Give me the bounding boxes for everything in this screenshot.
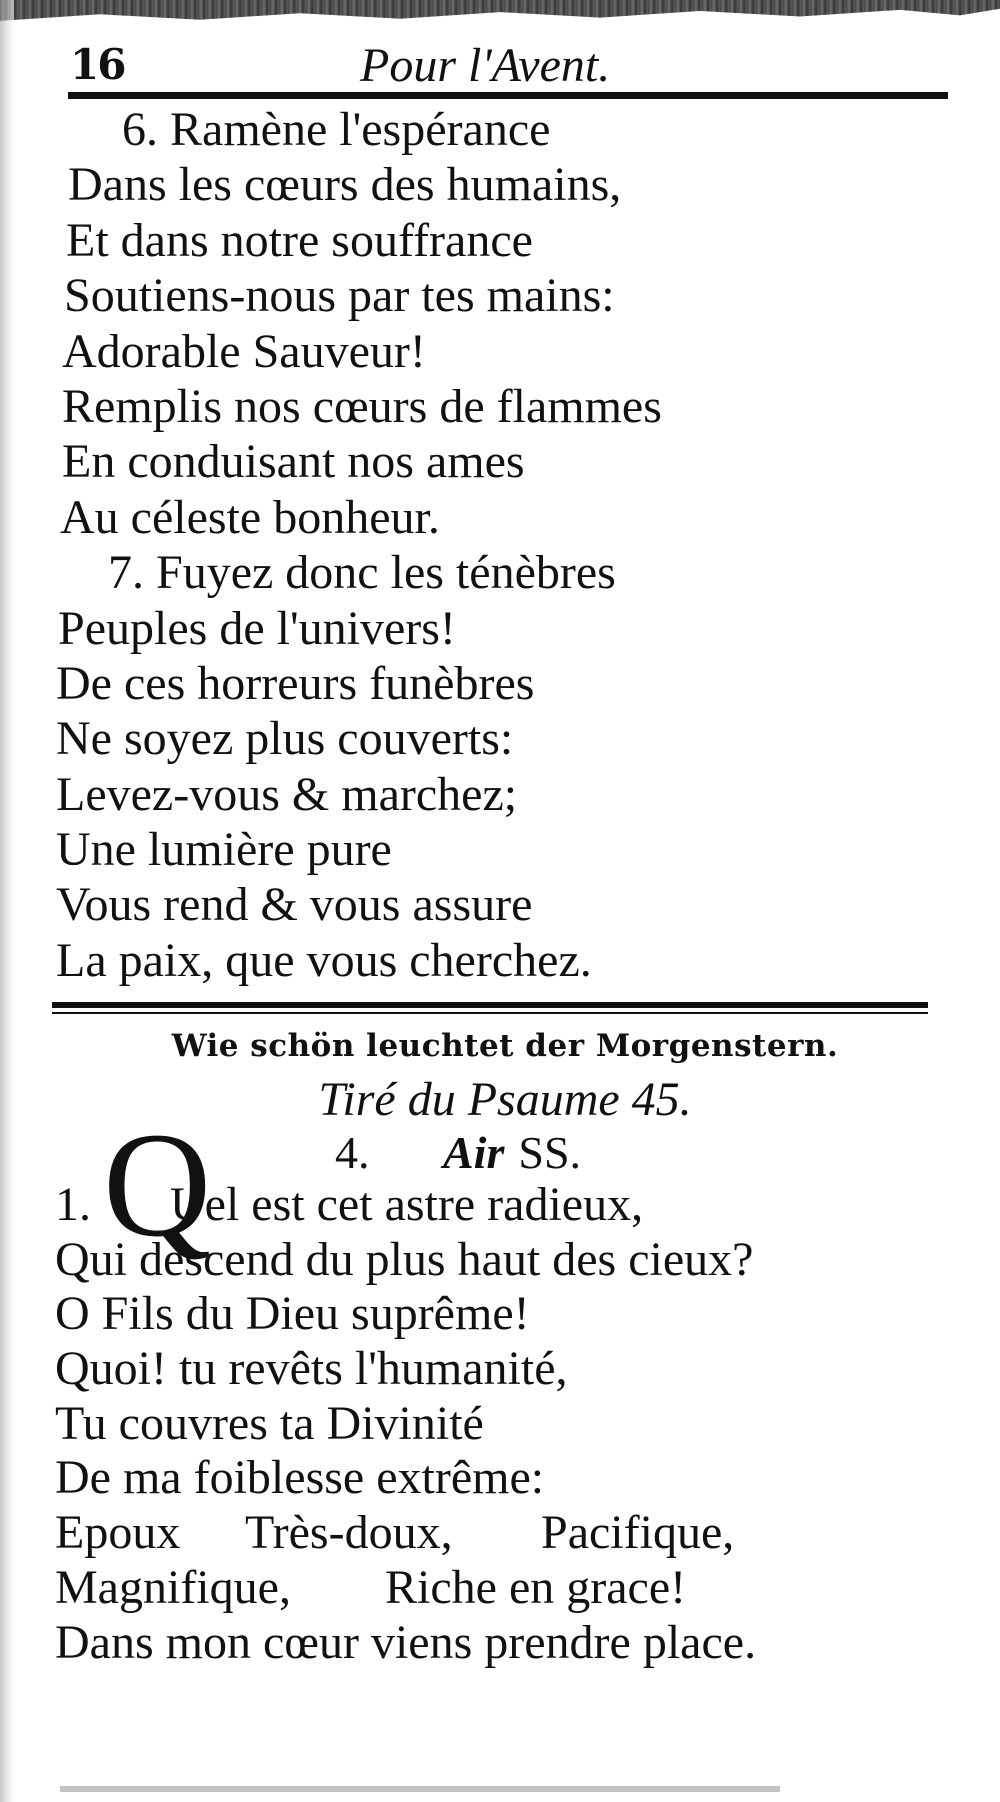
verse-line xyxy=(55,1561,955,1616)
verse-line: Vous rend & vous assure xyxy=(56,878,533,932)
verse-line: Remplis nos cœurs de flammes xyxy=(62,379,662,433)
verse-line: Dans mon cœur viens prendre place. xyxy=(55,1615,757,1669)
spread-word: Epoux xyxy=(55,1506,181,1560)
verse-line: En conduisant nos ames xyxy=(62,435,525,489)
verse-line: Une lumière pure xyxy=(56,823,392,877)
verse-line: O Fils du Dieu suprême! xyxy=(55,1287,530,1341)
verses-block xyxy=(56,102,960,988)
verse-line: Qui descend du plus haut des cieux? xyxy=(55,1232,754,1286)
verse-line: Au céleste bonheur. xyxy=(60,490,440,544)
page-edge-left xyxy=(0,0,14,1802)
spread-word: Pacifique, xyxy=(541,1506,735,1560)
verse-line: Tu couvres ta Divinité xyxy=(55,1396,484,1450)
verse-line: La paix, que vous cherchez. xyxy=(56,933,592,987)
verse-line: Dans les cœurs des humains, xyxy=(68,158,622,212)
page-number: 16 xyxy=(70,40,125,89)
spread-word: Magnifique, xyxy=(55,1560,291,1614)
verse-line xyxy=(55,1178,955,1233)
spread-word: Très-doux, xyxy=(245,1506,453,1560)
air-code: SS. xyxy=(518,1127,582,1178)
page-edge-bottom xyxy=(60,1786,780,1792)
stanza-6 xyxy=(60,102,960,545)
verse-line: Ne soyez plus couverts: xyxy=(56,712,514,766)
hymn-verse-1 xyxy=(55,1178,955,1670)
verse-line: 6. Ramène l'espérance xyxy=(122,103,551,156)
verse-line: Adorable Sauveur! xyxy=(62,324,426,378)
page-edge-top xyxy=(0,0,1000,22)
verse-line: Peuples de l'univers! xyxy=(58,601,456,655)
verse-line: 7. Fuyez donc les ténèbres xyxy=(108,546,616,600)
verse-number: 1. xyxy=(55,1178,91,1231)
verse-line: Quoi! tu revêts l'humanité, xyxy=(55,1342,568,1396)
verse-line xyxy=(55,1506,955,1561)
section-rule-thin xyxy=(52,1012,928,1014)
running-head: Pour l'Avent. xyxy=(360,39,611,92)
verse-line: De ma foiblesse extrême: xyxy=(55,1451,545,1505)
verse-line: Et dans notre souffrance xyxy=(66,213,533,267)
page-header xyxy=(60,30,940,90)
tune-title: Wie schön leuchtet der Morgenstern. xyxy=(171,1028,839,1064)
drop-cap: Q xyxy=(103,1102,212,1268)
section-rule-thick xyxy=(52,1002,928,1008)
spread-word: Riche en grace! xyxy=(385,1560,687,1614)
air-label: Air xyxy=(443,1127,505,1178)
stanza-7 xyxy=(56,545,960,988)
verse-line: Levez-vous & marchez; xyxy=(56,767,518,821)
header-rule xyxy=(68,92,948,99)
tune-info xyxy=(335,1126,581,1179)
psalm-source: Tiré du Psaume 45. xyxy=(318,1073,692,1126)
hymn-number: 4. xyxy=(335,1127,370,1178)
first-line-text: Uel est cet astre radieux, xyxy=(170,1178,644,1231)
verse-line: Soutiens-nous par tes mains: xyxy=(64,269,615,323)
verse-line: De ces horreurs funèbres xyxy=(56,656,535,710)
